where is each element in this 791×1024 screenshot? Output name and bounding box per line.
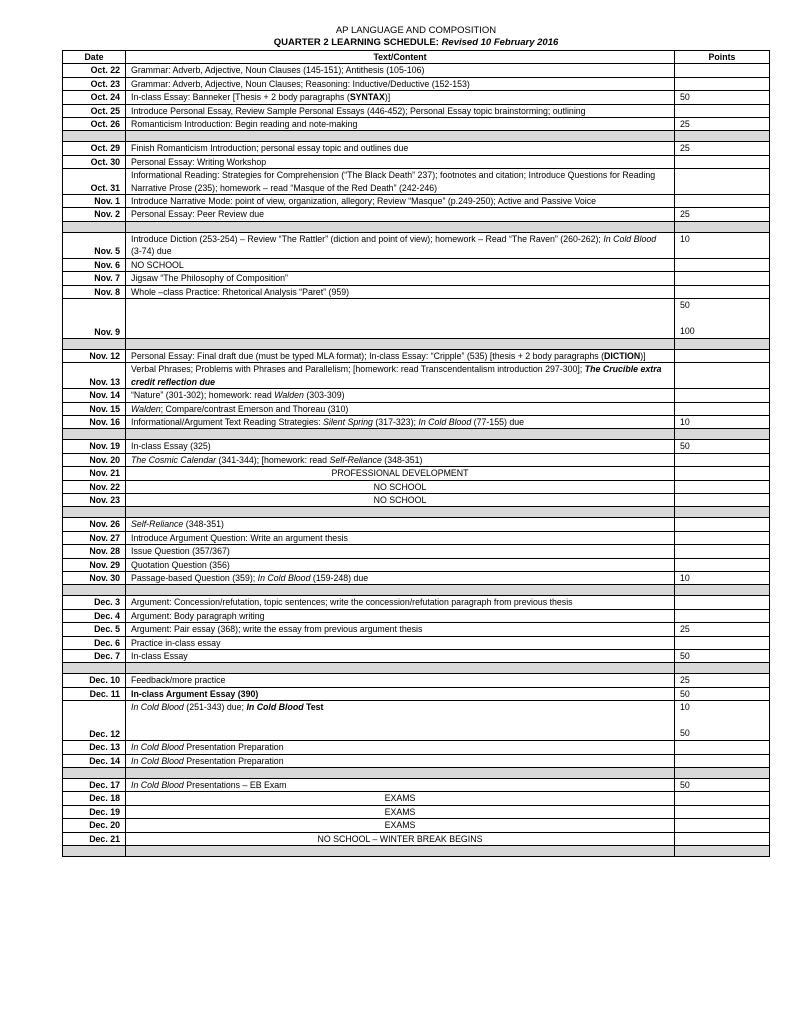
separator-cell [63, 507, 126, 518]
content-cell: Quotation Question (356) [126, 558, 675, 571]
schedule-row [63, 493, 770, 506]
week-separator-row [63, 221, 770, 232]
week-separator-row [63, 338, 770, 349]
schedule-row [63, 687, 770, 700]
content-cell: Finish Romanticism Introduction; personal essay topic and outlines due [126, 142, 675, 155]
points-cell [675, 258, 770, 271]
points-cell [675, 754, 770, 767]
separator-cell [126, 221, 675, 232]
points-cell: 25 [675, 208, 770, 221]
content-cell: “Nature” (301-302); homework: read Walden (303-309) [126, 389, 675, 402]
content-cell: EXAMS [126, 792, 675, 805]
date-cell: Nov. 20 [63, 453, 126, 466]
points-cell [675, 832, 770, 845]
date-cell: Nov. 23 [63, 493, 126, 506]
content-cell: In-class Essay (325) [126, 440, 675, 453]
content-cell: Issue Question (357/367) [126, 545, 675, 558]
points-cell [675, 596, 770, 609]
content-cell: In-class Argument Essay (390) [126, 687, 675, 700]
date-cell: Oct. 29 [63, 142, 126, 155]
schedule-row [63, 832, 770, 845]
points-cell: 50 [675, 440, 770, 453]
points-cell [675, 453, 770, 466]
points-cell: 25 [675, 674, 770, 687]
content-cell: Argument: Body paragraph writing [126, 609, 675, 622]
date-cell: Nov. 16 [63, 415, 126, 428]
content-cell: Verbal Phrases; Problems with Phrases and Parallelism; [homework: read Transcendentalism introduction 297-300]; The Crucible extra credit reflection due [126, 363, 675, 389]
separator-cell [63, 663, 126, 674]
points-cell [675, 805, 770, 818]
points-cell [675, 285, 770, 298]
content-cell: NO SCHOOL [126, 480, 675, 493]
separator-cell [675, 846, 770, 857]
content-cell: NO SCHOOL [126, 493, 675, 506]
points-cell [675, 363, 770, 389]
date-cell: Oct. 25 [63, 104, 126, 117]
week-separator-row [63, 585, 770, 596]
date-cell: Nov. 28 [63, 545, 126, 558]
schedule-row [63, 531, 770, 544]
subtitle-main: QUARTER 2 LEARNING SCHEDULE: [273, 37, 442, 48]
content-cell: Practice in-class essay [126, 636, 675, 649]
date-cell: Nov. 6 [63, 258, 126, 271]
schedule-row [63, 91, 770, 104]
content-cell: Whole –class Practice: Rhetorical Analysis “Paret” (959) [126, 285, 675, 298]
points-cell: 10 [675, 415, 770, 428]
date-cell: Dec. 7 [63, 650, 126, 663]
separator-cell [675, 507, 770, 518]
separator-cell [126, 429, 675, 440]
content-cell: Introduce Personal Essay, Review Sample Personal Essays (446-452); Personal Essay topic brainstorming; outlining [126, 104, 675, 117]
separator-cell [675, 131, 770, 142]
date-cell: Nov. 8 [63, 285, 126, 298]
date-cell: Nov. 30 [63, 572, 126, 585]
content-cell: Introduce Narrative Mode: point of view, organization, allegory; Review “Masque” (p.249-250); Active and Passive Voice [126, 195, 675, 208]
schedule-row [63, 609, 770, 622]
schedule-row [63, 754, 770, 767]
date-cell: Nov. 19 [63, 440, 126, 453]
date-cell: Oct. 22 [63, 64, 126, 77]
schedule-row [63, 572, 770, 585]
schedule-row [63, 558, 770, 571]
schedule-row [63, 208, 770, 221]
points-cell [675, 389, 770, 402]
header-content: Text/Content [126, 51, 675, 64]
date-cell: Dec. 11 [63, 687, 126, 700]
points-cell: 25 [675, 118, 770, 131]
content-cell: Informational Reading: Strategies for Comprehension (“The Black Death” 237); footnotes and citation; Introduce Questions for Reading Narrative Prose (235); homework – read “Masque of the Red Death” (242-246) [126, 169, 675, 195]
points-cell [675, 531, 770, 544]
separator-cell [63, 131, 126, 142]
schedule-row [63, 195, 770, 208]
separator-cell [63, 768, 126, 779]
header-date: Date [63, 51, 126, 64]
date-cell: Oct. 26 [63, 118, 126, 131]
schedule-row [63, 363, 770, 389]
date-cell: Dec. 21 [63, 832, 126, 845]
date-cell: Nov. 15 [63, 402, 126, 415]
content-cell: Personal Essay: Writing Workshop [126, 155, 675, 168]
points-cell: 25 [675, 142, 770, 155]
points-cell: 25 [675, 623, 770, 636]
points-cell [675, 64, 770, 77]
points-cell [675, 155, 770, 168]
week-separator-row [63, 131, 770, 142]
separator-cell [63, 846, 126, 857]
schedule-row [63, 792, 770, 805]
date-cell: Nov. 21 [63, 467, 126, 480]
date-cell: Oct. 31 [63, 169, 126, 195]
date-cell: Nov. 26 [63, 518, 126, 531]
date-cell: Oct. 24 [63, 91, 126, 104]
points-cell: 50 [675, 91, 770, 104]
separator-cell [126, 846, 675, 857]
points-cell [675, 104, 770, 117]
schedule-row [63, 258, 770, 271]
points-cell [675, 195, 770, 208]
schedule-row [63, 805, 770, 818]
date-cell: Dec. 14 [63, 754, 126, 767]
content-cell: In-class Essay [126, 650, 675, 663]
schedule-row [63, 389, 770, 402]
date-cell: Nov. 1 [63, 195, 126, 208]
subtitle-revision: Revised 10 February 2016 [441, 37, 559, 48]
points-cell [675, 272, 770, 285]
separator-cell [126, 338, 675, 349]
content-cell: In-class Essay: Banneker [Thesis + 2 body paragraphs (SYNTAX)] [126, 91, 675, 104]
content-cell: In Cold Blood (251-343) due; In Cold Blood Test [126, 701, 675, 741]
schedule-row [63, 402, 770, 415]
schedule-row [63, 118, 770, 131]
date-cell: Oct. 23 [63, 77, 126, 90]
content-cell: EXAMS [126, 819, 675, 832]
content-cell: Personal Essay: Final draft due (must be typed MLA format); In-class Essay: “Cripple” (535) [thesis + 2 body paragraphs (DICTION)] [126, 349, 675, 362]
separator-cell [63, 585, 126, 596]
schedule-row [63, 440, 770, 453]
schedule-row [63, 415, 770, 428]
points-cell [675, 493, 770, 506]
content-cell: Argument: Concession/refutation, topic sentences; write the concession/refutation paragraph from previous thesis [126, 596, 675, 609]
content-cell: Personal Essay: Peer Review due [126, 208, 675, 221]
points-cell [675, 169, 770, 195]
content-cell: NO SCHOOL [126, 258, 675, 271]
week-separator-row [63, 768, 770, 779]
separator-cell [63, 429, 126, 440]
content-cell: Self-Reliance (348-351) [126, 518, 675, 531]
date-cell: Nov. 14 [63, 389, 126, 402]
separator-cell [63, 338, 126, 349]
date-cell: Dec. 12 [63, 701, 126, 741]
content-cell: In Cold Blood Presentation Preparation [126, 754, 675, 767]
separator-cell [675, 585, 770, 596]
separator-cell [126, 131, 675, 142]
schedule-row [63, 77, 770, 90]
date-cell: Dec. 19 [63, 805, 126, 818]
date-cell: Dec. 20 [63, 819, 126, 832]
separator-cell [126, 585, 675, 596]
content-cell: Introduce Argument Question: Write an argument thesis [126, 531, 675, 544]
week-separator-row [63, 846, 770, 857]
points-cell: 10 [675, 232, 770, 258]
points-cell [675, 741, 770, 754]
schedule-row [63, 272, 770, 285]
content-cell [126, 298, 675, 338]
points-cell [675, 518, 770, 531]
date-cell: Nov. 29 [63, 558, 126, 571]
schedule-row [63, 142, 770, 155]
date-cell: Dec. 6 [63, 636, 126, 649]
date-cell: Oct. 30 [63, 155, 126, 168]
date-cell: Nov. 22 [63, 480, 126, 493]
content-cell: Argument: Pair essay (368); write the essay from previous argument thesis [126, 623, 675, 636]
content-cell: Passage-based Question (359); In Cold Blood (159-248) due [126, 572, 675, 585]
schedule-row [63, 596, 770, 609]
week-separator-row [63, 663, 770, 674]
schedule-row [63, 104, 770, 117]
schedule-row [63, 819, 770, 832]
points-cell: 50 [675, 687, 770, 700]
date-cell: Nov. 2 [63, 208, 126, 221]
separator-cell [675, 221, 770, 232]
separator-cell [126, 768, 675, 779]
schedule-row [63, 623, 770, 636]
date-cell: Nov. 9 [63, 298, 126, 338]
content-cell: PROFESSIONAL DEVELOPMENT [126, 467, 675, 480]
points-cell [675, 609, 770, 622]
separator-cell [63, 221, 126, 232]
content-cell: Walden; Compare/contrast Emerson and Thoreau (310) [126, 402, 675, 415]
content-cell: The Cosmic Calendar (341-344); [homework: read Self-Reliance (348-351) [126, 453, 675, 466]
content-cell: Grammar: Adverb, Adjective, Noun Clauses; Reasoning: Inductive/Deductive (152-153) [126, 77, 675, 90]
points-cell [675, 792, 770, 805]
points-cell [675, 819, 770, 832]
schedule-row [63, 155, 770, 168]
content-cell: Jigsaw “The Philosophy of Composition” [126, 272, 675, 285]
schedule-table [62, 50, 770, 857]
date-cell: Dec. 3 [63, 596, 126, 609]
points-cell [675, 480, 770, 493]
points-cell: 50 [675, 779, 770, 792]
date-cell: Dec. 5 [63, 623, 126, 636]
week-separator-row [63, 429, 770, 440]
schedule-row [63, 169, 770, 195]
content-cell: NO SCHOOL – WINTER BREAK BEGINS [126, 832, 675, 845]
date-cell: Dec. 17 [63, 779, 126, 792]
date-cell: Dec. 4 [63, 609, 126, 622]
date-cell: Dec. 10 [63, 674, 126, 687]
separator-cell [675, 663, 770, 674]
table-header-row [63, 51, 770, 64]
schedule-row [63, 674, 770, 687]
content-cell: Romanticism Introduction: Begin reading and note-making [126, 118, 675, 131]
points-cell [675, 77, 770, 90]
date-cell: Nov. 13 [63, 363, 126, 389]
schedule-row [63, 518, 770, 531]
content-cell: EXAMS [126, 805, 675, 818]
content-cell: Grammar: Adverb, Adjective, Noun Clauses (145-151); Antithesis (105-106) [126, 64, 675, 77]
date-cell: Nov. 12 [63, 349, 126, 362]
schedule-row [63, 650, 770, 663]
points-cell [675, 558, 770, 571]
date-cell: Nov. 7 [63, 272, 126, 285]
schedule-body [63, 64, 770, 857]
separator-cell [126, 507, 675, 518]
document-subtitle [62, 37, 770, 49]
points-cell [675, 545, 770, 558]
date-cell: Nov. 5 [63, 232, 126, 258]
schedule-row [63, 741, 770, 754]
schedule-row [63, 453, 770, 466]
content-cell: In Cold Blood Presentation Preparation [126, 741, 675, 754]
schedule-row [63, 64, 770, 77]
schedule-row [63, 480, 770, 493]
schedule-row [63, 232, 770, 258]
schedule-row [63, 636, 770, 649]
separator-cell [675, 338, 770, 349]
document-title: AP LANGUAGE AND COMPOSITION [335, 25, 497, 36]
points-cell [675, 467, 770, 480]
schedule-row [63, 285, 770, 298]
schedule-row [63, 298, 770, 338]
separator-cell [675, 768, 770, 779]
points-cell: 50 100 [675, 298, 770, 338]
date-cell: Nov. 27 [63, 531, 126, 544]
schedule-row [63, 545, 770, 558]
week-separator-row [63, 507, 770, 518]
content-cell: Informational/Argument Text Reading Strategies: Silent Spring (317-323); In Cold Blood (77-155) due [126, 415, 675, 428]
date-cell: Dec. 13 [63, 741, 126, 754]
content-cell: Feedback/more practice [126, 674, 675, 687]
schedule-row [63, 701, 770, 741]
content-cell: Introduce Diction (253-254) – Review “The Rattler” (diction and point of view); homework – Read “The Raven” (260-262); In Cold Blood (3-74) due [126, 232, 675, 258]
points-cell: 10 50 [675, 701, 770, 741]
content-cell: In Cold Blood Presentations – EB Exam [126, 779, 675, 792]
schedule-row [63, 779, 770, 792]
schedule-row [63, 349, 770, 362]
points-cell [675, 402, 770, 415]
points-cell [675, 636, 770, 649]
separator-cell [675, 429, 770, 440]
header-points: Points [675, 51, 770, 64]
schedule-row [63, 467, 770, 480]
points-cell: 10 [675, 572, 770, 585]
date-cell: Dec. 18 [63, 792, 126, 805]
points-cell [675, 349, 770, 362]
points-cell: 50 [675, 650, 770, 663]
separator-cell [126, 663, 675, 674]
